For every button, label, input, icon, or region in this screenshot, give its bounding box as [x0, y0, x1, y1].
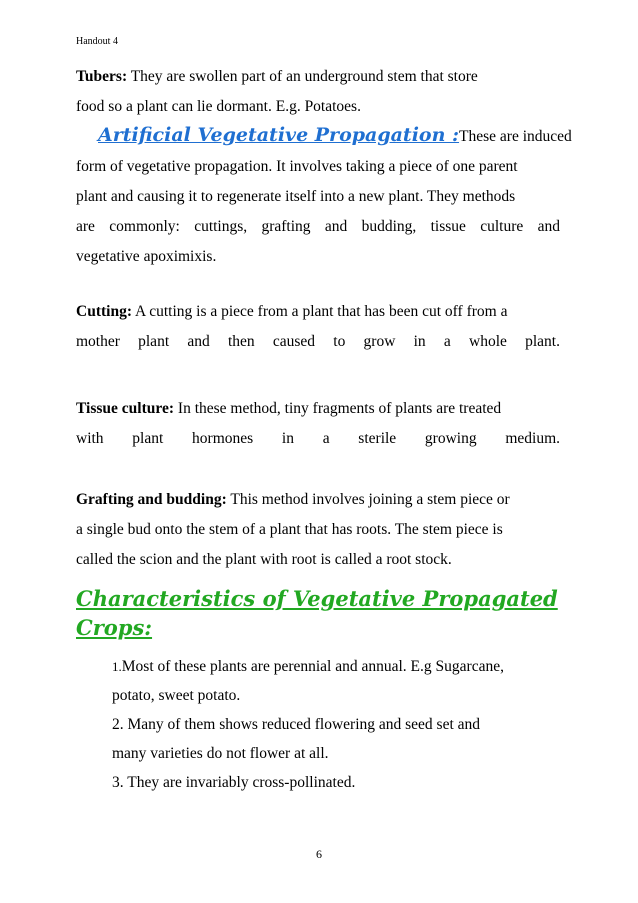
handout-header: Handout 4 — [76, 36, 118, 47]
artificial-paragraph — [76, 120, 572, 272]
artificial-line-1: These are induced — [459, 128, 572, 145]
tubers-line-1: They are swollen part of an underground stem that store — [127, 68, 478, 85]
characteristics-heading-line-1: Characteristics of Vegetative Propagated — [76, 586, 558, 611]
list-item-1-line-1 — [112, 652, 572, 681]
page-number: 6 — [316, 847, 322, 861]
artificial-line-5: vegetative apoximixis. — [76, 248, 217, 265]
tubers-line-2: food so a plant can lie dormant. E.g. Potatoes. — [76, 98, 361, 115]
artificial-line-3: plant and causing it to regenerate itself into a new plant. They methods — [76, 188, 516, 205]
list-item-1-text: Most of these plants are perennial and annual. E.g Sugarcane, — [121, 658, 504, 675]
grafting-line-3: called the scion and the plant with root is called a root stock. — [76, 551, 452, 568]
characteristics-heading — [76, 584, 576, 642]
grafting-line-2: a single bud onto the stem of a plant that has roots. The stem piece is — [76, 521, 503, 538]
grafting-paragraph — [76, 485, 560, 575]
artificial-line-2: form of vegetative propagation. It involves taking a piece of one parent — [76, 158, 518, 175]
tubers-paragraph — [76, 62, 560, 122]
grafting-term: Grafting and budding: — [76, 491, 227, 508]
cutting-term: Cutting: — [76, 303, 132, 320]
tissue-line-1: In these method, tiny fragments of plants are treated — [174, 400, 502, 417]
characteristics-heading-line-2: Crops: — [76, 615, 153, 640]
artificial-line-4: are commonly: cuttings, grafting and budding, tissue culture and — [76, 218, 560, 235]
tissue-paragraph — [76, 394, 560, 454]
grafting-line-1: This method involves joining a stem piece or — [226, 491, 510, 508]
list-item-1-number: 1. — [112, 659, 122, 674]
list-item-1-line-2: potato, sweet potato. — [112, 687, 241, 704]
tissue-term: Tissue culture: — [76, 400, 175, 417]
tissue-line-2: with plant hormones in a sterile growing medium. — [76, 430, 560, 447]
list-item-2-line-1: 2. Many of them shows reduced flowering and seed set and — [112, 716, 481, 733]
list-item-3-line-1: 3. They are invariably cross-pollinated. — [112, 774, 356, 791]
cutting-paragraph — [76, 297, 560, 357]
list-item-2-line-2: many varieties do not flower at all. — [112, 745, 329, 762]
tubers-term: Tubers: — [76, 68, 128, 85]
cutting-line-1: A cutting is a piece from a plant that has been cut off from a — [131, 303, 508, 320]
artificial-heading: Artificial Vegetative Propagation : — [98, 124, 460, 146]
characteristics-list — [112, 652, 572, 797]
cutting-line-2: mother plant and then caused to grow in a whole plant. — [76, 333, 560, 350]
